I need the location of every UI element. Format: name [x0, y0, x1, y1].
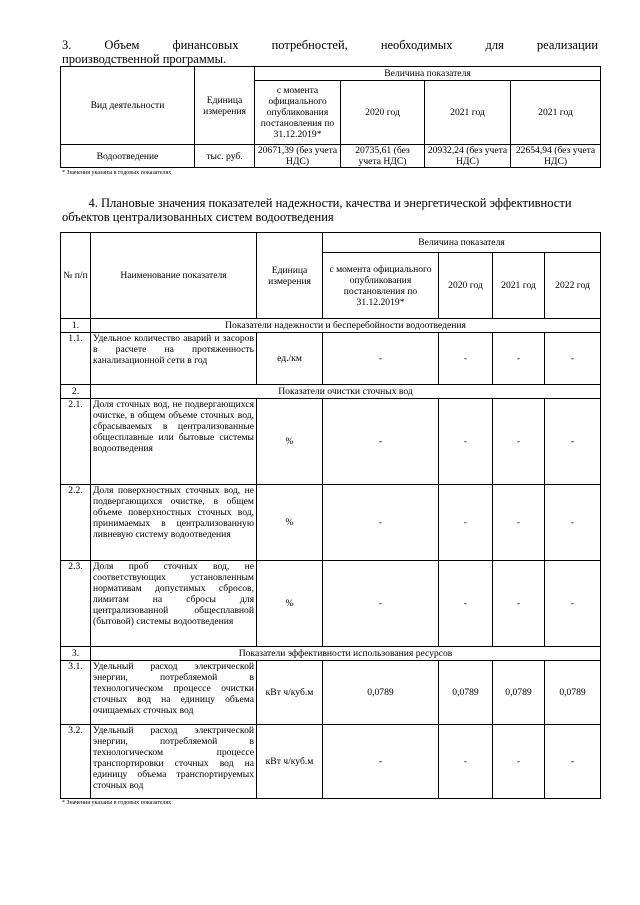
cell-value: 20735,61 (без учета НДС): [341, 145, 425, 168]
col-2021-header: 2021 год: [493, 253, 545, 319]
row-value: 0,0789: [323, 661, 439, 725]
heading-word: 3.: [62, 38, 72, 52]
col-moment-header: с момента официального опубликования постановления по 31.12.2019*: [323, 253, 439, 319]
col-value-group-header: Величина показателя: [323, 233, 601, 253]
group-num: 1.: [61, 319, 91, 333]
section4-footnote: * Значения указаны в годовых показателях: [62, 800, 172, 806]
heading-word: финансовых: [172, 38, 239, 52]
row-value: -: [323, 485, 439, 561]
section4-heading-line2: объектов централизованных систем водоотведения: [62, 210, 334, 224]
row-name: Доля поверхностных сточных вод, не подвергающихся очистке, в общем объеме поверхностных сточных вод, принимаемых в централизованную ливневую систему водоотведения: [91, 485, 257, 561]
row-name: Удельный расход электрической энергии, потребляемой в технологическом процессе очистки сточных вод на единицу объема очищаемых сточных вод: [91, 661, 257, 725]
row-unit: кВт ч/куб.м: [257, 661, 323, 725]
row-value: -: [545, 399, 601, 485]
financial-needs-table: [60, 66, 601, 168]
col-year-header: 2020 год: [341, 81, 425, 145]
col-value-group-header: Величина показателя: [255, 67, 601, 81]
row-unit: кВт ч/куб.м: [257, 725, 323, 799]
col-unit-header: Единица измерения: [257, 233, 323, 319]
row-value: -: [439, 725, 493, 799]
row-value: -: [545, 725, 601, 799]
section4-heading-line1: 4. Плановые значения показателей надежности, качества и энергетической эффективности: [88, 196, 572, 210]
row-value: -: [439, 399, 493, 485]
heading-word: необходимых: [380, 38, 453, 52]
cell-value: 22654,94 (без учета НДС): [511, 145, 601, 168]
row-unit: %: [257, 485, 323, 561]
col-moment-header: с момента официального опубликования постановления по 31.12.2019*: [255, 81, 341, 145]
row-name: Доля проб сточных вод, не соответствующих установленным нормативам допустимых сбросов, лимитам на сбросы для централизованной общесплавной (бытовой) системы водоотведения: [91, 561, 257, 647]
row-unit: %: [257, 561, 323, 647]
group-title: Показатели очистки сточных вод: [91, 385, 601, 399]
row-value: -: [439, 561, 493, 647]
group-num: 2.: [61, 385, 91, 399]
row-value: -: [493, 333, 545, 385]
row-value: 0,0789: [439, 661, 493, 725]
row-value: -: [545, 561, 601, 647]
group-num: 3.: [61, 647, 91, 661]
row-value: -: [323, 725, 439, 799]
row-num: 2.2.: [61, 485, 91, 561]
row-num: 1.1.: [61, 333, 91, 385]
col-year-header: 2021 год: [425, 81, 511, 145]
col-num-header: № п/п: [61, 233, 91, 319]
section3-footnote: * Значения указаны в годовых показателях: [62, 170, 172, 176]
row-value: -: [493, 399, 545, 485]
col-unit-header: Единица измерения: [195, 67, 255, 145]
heading-word: Объем: [104, 38, 140, 52]
row-unit: ед./км: [257, 333, 323, 385]
row-num: 2.1.: [61, 399, 91, 485]
group-title: Показатели надежности и бесперебойности водоотведения: [91, 319, 601, 333]
col-2022-header: 2022 год: [545, 253, 601, 319]
cell-value: 20671,39 (без учета НДС): [255, 145, 341, 168]
indicators-table: [60, 232, 601, 799]
section3-heading-line1: [62, 38, 598, 52]
row-name: Удельный расход электрической энергии, потребляемой в технологическом процессе транспортировки сточных вод на единицу объема транспортируемых сточных вод: [91, 725, 257, 799]
col-name-header: Наименование показателя: [91, 233, 257, 319]
row-value: -: [493, 485, 545, 561]
row-value: -: [323, 399, 439, 485]
heading-word: для: [485, 38, 504, 52]
row-value: -: [439, 485, 493, 561]
row-num: 3.1.: [61, 661, 91, 725]
row-value: -: [323, 561, 439, 647]
cell-value: 20932,24 (без учета НДС): [425, 145, 511, 168]
col-2020-header: 2020 год: [439, 253, 493, 319]
row-value: 0,0789: [493, 661, 545, 725]
row-name: Удельное количество аварий и засоров в расчете на протяженность канализационной сети в год: [91, 333, 257, 385]
section3-heading-line2: производственной программы.: [62, 52, 227, 66]
row-value: -: [493, 561, 545, 647]
row-unit: %: [257, 399, 323, 485]
row-value: -: [493, 725, 545, 799]
row-name: Доля сточных вод, не подвергающихся очистке, в общем объеме сточных вод, сбрасываемых в централизованные общесплавные или бытовые системы водоотведения: [91, 399, 257, 485]
row-value: 0,0789: [545, 661, 601, 725]
cell-unit: тыс. руб.: [195, 145, 255, 168]
row-value: -: [439, 333, 493, 385]
row-value: -: [323, 333, 439, 385]
row-value: -: [545, 485, 601, 561]
heading-word: реализации: [536, 38, 599, 52]
group-title: Показатели эффективности использования ресурсов: [91, 647, 601, 661]
cell-activity: Водоотведение: [61, 145, 195, 168]
row-num: 2.3.: [61, 561, 91, 647]
col-activity-header: Вид деятельности: [61, 67, 195, 145]
col-year-header: 2021 год: [511, 81, 601, 145]
row-num: 3.2.: [61, 725, 91, 799]
row-value: -: [545, 333, 601, 385]
heading-word: потребностей,: [271, 38, 348, 52]
